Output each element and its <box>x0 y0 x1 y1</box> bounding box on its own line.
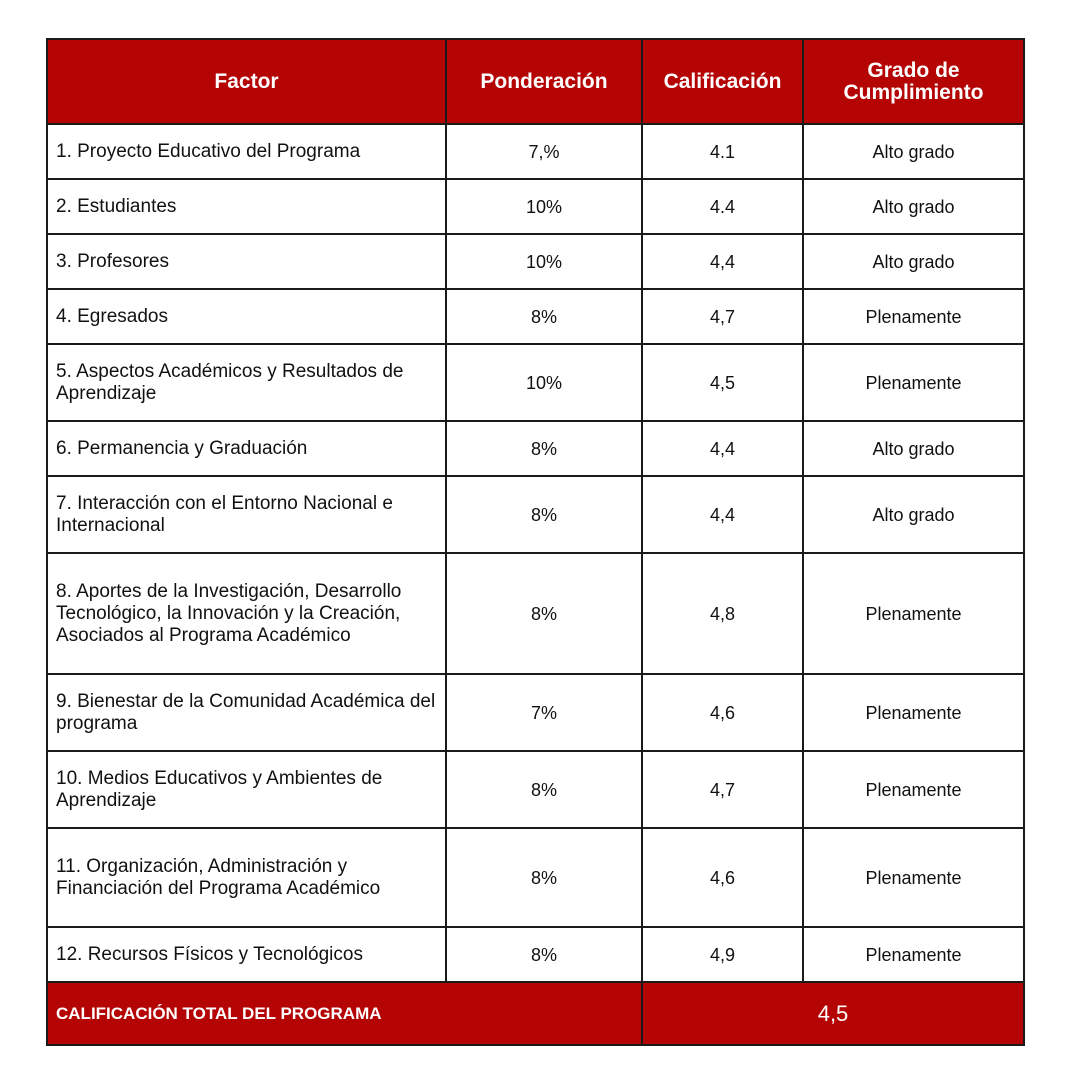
table-row <box>47 927 1024 982</box>
factor-cell: 7. Interacción con el Entorno Nacional e Internacional <box>47 476 446 553</box>
calificacion-cell: 4,4 <box>642 476 803 553</box>
header-grado-cumplimiento <box>803 39 1024 124</box>
ponderacion-cell: 8% <box>446 476 642 553</box>
factor-cell: 5. Aspectos Académicos y Resultados de Aprendizaje <box>47 344 446 421</box>
calificacion-cell: 4,6 <box>642 828 803 927</box>
header-factor: Factor <box>47 39 446 124</box>
calificacion-cell: 4,6 <box>642 674 803 751</box>
grado-cell: Plenamente <box>803 553 1024 674</box>
factor-cell: 10. Medios Educativos y Ambientes de Aprendizaje <box>47 751 446 828</box>
grado-cell: Alto grado <box>803 234 1024 289</box>
ponderacion-cell: 7% <box>446 674 642 751</box>
header-grado-line2: Cumplimiento <box>843 80 984 104</box>
calificacion-cell: 4.4 <box>642 179 803 234</box>
ponderacion-cell: 7,% <box>446 124 642 179</box>
ponderacion-cell: 8% <box>446 553 642 674</box>
factor-cell: 6. Permanencia y Graduación <box>47 421 446 476</box>
table-row <box>47 674 1024 751</box>
factor-cell: 4. Egresados <box>47 289 446 344</box>
grado-cell: Alto grado <box>803 421 1024 476</box>
grado-cell: Plenamente <box>803 289 1024 344</box>
ponderacion-cell: 10% <box>446 234 642 289</box>
table-row <box>47 751 1024 828</box>
table-header-row <box>47 39 1024 124</box>
evaluation-table-container <box>46 38 1023 1046</box>
total-row <box>47 982 1024 1045</box>
total-label: CALIFICACIÓN TOTAL DEL PROGRAMA <box>47 982 642 1045</box>
grado-cell: Plenamente <box>803 828 1024 927</box>
ponderacion-cell: 8% <box>446 289 642 344</box>
ponderacion-cell: 10% <box>446 179 642 234</box>
calificacion-cell: 4,7 <box>642 751 803 828</box>
ponderacion-cell: 8% <box>446 421 642 476</box>
ponderacion-cell: 10% <box>446 344 642 421</box>
table-row <box>47 234 1024 289</box>
calificacion-cell: 4,4 <box>642 421 803 476</box>
table-row <box>47 289 1024 344</box>
factor-cell: 3. Profesores <box>47 234 446 289</box>
table-row <box>47 828 1024 927</box>
header-ponderacion: Ponderación <box>446 39 642 124</box>
grado-cell: Alto grado <box>803 179 1024 234</box>
factor-cell: 9. Bienestar de la Comunidad Académica del programa <box>47 674 446 751</box>
calificacion-cell: 4,9 <box>642 927 803 982</box>
factor-cell: 1. Proyecto Educativo del Programa <box>47 124 446 179</box>
header-calificacion: Calificación <box>642 39 803 124</box>
grado-cell: Plenamente <box>803 751 1024 828</box>
factor-cell: 11. Organización, Administración y Financiación del Programa Académico <box>47 828 446 927</box>
total-value: 4,5 <box>642 982 1024 1045</box>
ponderacion-cell: 8% <box>446 828 642 927</box>
table-row <box>47 344 1024 421</box>
factor-evaluation-table <box>46 38 1025 1046</box>
table-row <box>47 179 1024 234</box>
table-row <box>47 553 1024 674</box>
ponderacion-cell: 8% <box>446 751 642 828</box>
calificacion-cell: 4,4 <box>642 234 803 289</box>
table-row <box>47 476 1024 553</box>
grado-cell: Plenamente <box>803 927 1024 982</box>
grado-cell: Plenamente <box>803 674 1024 751</box>
ponderacion-cell: 8% <box>446 927 642 982</box>
grado-cell: Alto grado <box>803 124 1024 179</box>
table-row <box>47 421 1024 476</box>
grado-cell: Plenamente <box>803 344 1024 421</box>
factor-cell: 2. Estudiantes <box>47 179 446 234</box>
calificacion-cell: 4,5 <box>642 344 803 421</box>
table-row <box>47 124 1024 179</box>
calificacion-cell: 4,8 <box>642 553 803 674</box>
factor-cell: 8. Aportes de la Investigación, Desarrollo Tecnológico, la Innovación y la Creación, Asociados al Programa Académico <box>47 553 446 674</box>
factor-cell: 12. Recursos Físicos y Tecnológicos <box>47 927 446 982</box>
calificacion-cell: 4,7 <box>642 289 803 344</box>
grado-cell: Alto grado <box>803 476 1024 553</box>
header-grado-line1: Grado de <box>867 58 960 82</box>
calificacion-cell: 4.1 <box>642 124 803 179</box>
